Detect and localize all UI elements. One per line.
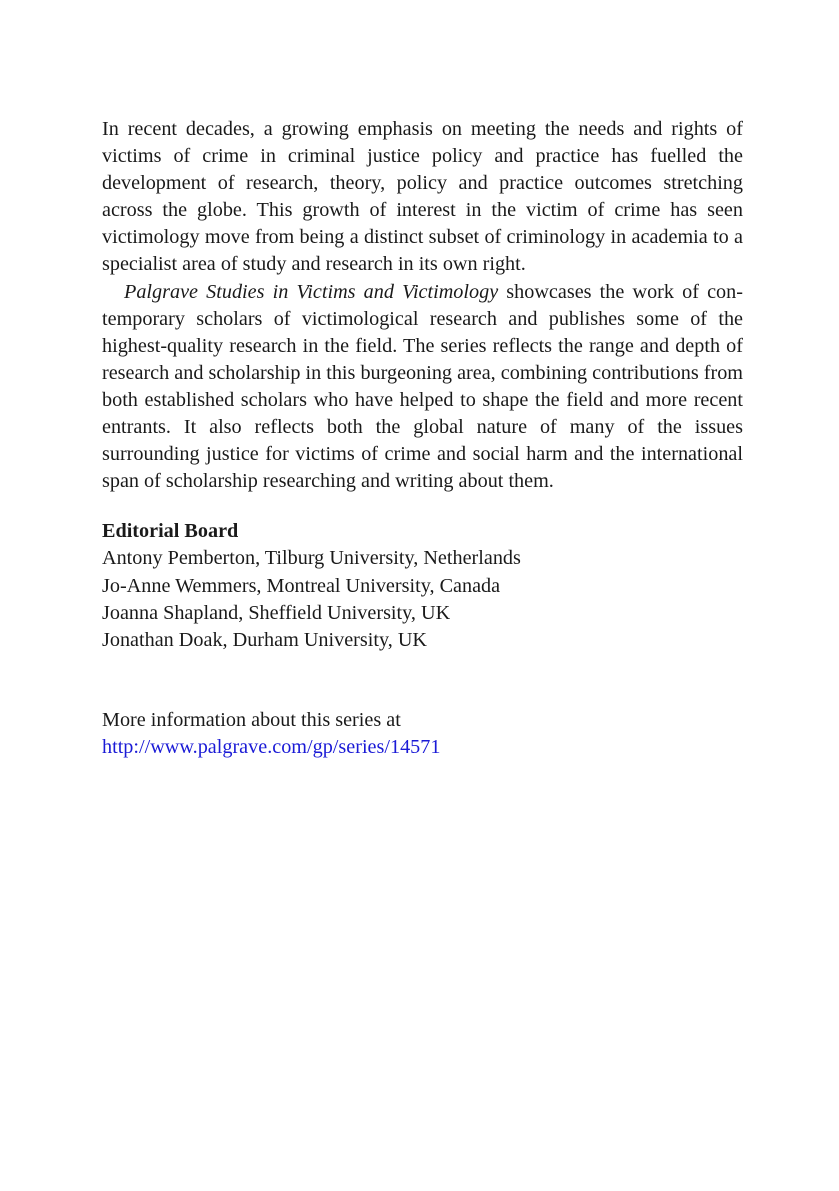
series-paragraph [102, 279, 743, 496]
more-info-text: More information about this series at [102, 708, 401, 731]
more-info-section [102, 707, 743, 761]
series-link[interactable]: http://www.palgrave.com/gp/series/14571 [102, 735, 441, 758]
board-member: Jonathan Doak, Durham University, UK [102, 628, 427, 651]
editorial-board [102, 518, 743, 653]
board-member: Jo-Anne Wemmers, Montreal University, Canada [102, 574, 501, 597]
series-description [102, 116, 743, 761]
series-title: Palgrave Studies in Victims and Victimology [124, 280, 499, 303]
series-paragraph-text: showcases the work of contemporary scholars of victimological research and publishes some of the highest-quality research in the field. The series reflects the range and depth of research and scholarship in this burgeoning area, combining contributions from both established scholars who have helped to shape the field and more recent entrants. It also reflects both the global nature of many of the issues surrounding justice for victims of crime and social harm and the international span of scholarship researching and writing about them. [102, 280, 743, 493]
intro-paragraph: In recent decades, a growing emphasis on meeting the needs and rights of victims of crime in criminal justice policy and practice has fuelled the development of research, theory, policy and practice outcomes stretching across the globe. This growth of interest in the victim of crime has seen victimology move from being a distinct subset of criminology in academia to a specialist area of study and research in its own right. [102, 118, 743, 276]
board-member: Joanna Shapland, Sheffield University, UK [102, 601, 451, 624]
editorial-board-heading: Editorial Board [102, 520, 239, 543]
board-member: Antony Pemberton, Tilburg University, Netherlands [102, 547, 521, 570]
